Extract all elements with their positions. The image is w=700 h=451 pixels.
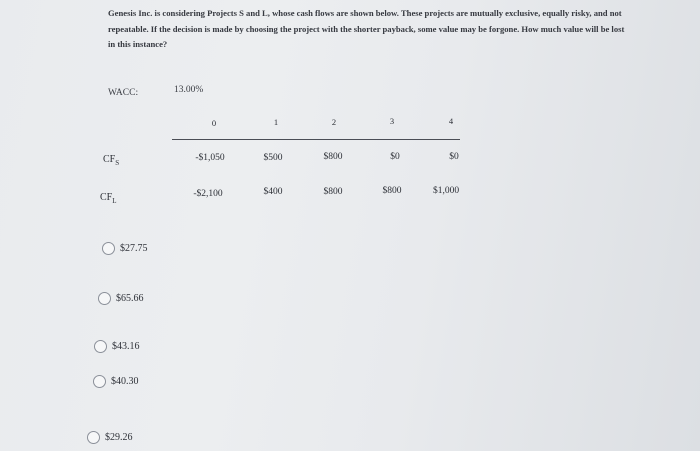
cf-s-period-0: -$1,050 — [195, 153, 225, 163]
answer-option-4[interactable] — [93, 375, 139, 388]
cf-l-period-3: $800 — [382, 186, 402, 196]
period-header-1: 1 — [273, 117, 279, 127]
answer-option-label: $29.26 — [105, 432, 133, 443]
radio-button-icon[interactable] — [93, 375, 106, 388]
radio-button-icon[interactable] — [102, 242, 115, 255]
answer-option-label: $43.16 — [112, 341, 140, 352]
wacc-label: WACC: — [108, 88, 139, 98]
answer-option-2[interactable] — [98, 292, 144, 305]
row-label-main: CF — [103, 154, 116, 165]
answer-option-label: $27.75 — [120, 243, 148, 254]
radio-button-icon[interactable] — [87, 431, 100, 444]
radio-button-icon[interactable] — [94, 340, 107, 353]
cf-l-period-4: $1,000 — [432, 186, 460, 196]
row-label-cf-s — [103, 154, 119, 167]
table-header-rule — [172, 139, 460, 140]
row-label-sub: L — [112, 197, 117, 205]
period-header-0: 0 — [211, 118, 217, 128]
period-header-4: 4 — [448, 116, 454, 126]
period-header-3: 3 — [389, 116, 395, 126]
answer-option-3[interactable] — [94, 340, 140, 353]
radio-button-icon[interactable] — [98, 292, 111, 305]
cf-l-period-0: -$2,100 — [193, 189, 223, 199]
row-label-sub: S — [115, 159, 120, 167]
answer-option-label: $65.66 — [116, 293, 144, 304]
answer-option-label: $40.30 — [111, 376, 139, 387]
answer-option-1[interactable] — [102, 242, 148, 255]
answer-option-5[interactable] — [87, 431, 133, 444]
question-text: Genesis Inc. is considering Projects S and L, whose cash flows are shown below. These projects are mutually exclusive, equally risky, and not repeatable. If the decision is made by choosing the project with the shorter payback, some value may be forgone. How much value will be lost in this instance? — [108, 8, 625, 49]
wacc-value: 13.00% — [174, 85, 204, 95]
cf-l-period-1: $400 — [263, 187, 283, 197]
period-header-2: 2 — [331, 117, 337, 127]
row-label-cf-l — [100, 192, 117, 205]
cf-l-period-2: $800 — [323, 187, 343, 197]
cf-s-period-4: $0 — [449, 152, 459, 162]
cf-s-period-2: $800 — [323, 152, 343, 162]
cf-s-period-3: $0 — [390, 152, 400, 162]
row-label-main: CF — [100, 192, 113, 203]
cf-s-period-1: $500 — [263, 153, 283, 163]
